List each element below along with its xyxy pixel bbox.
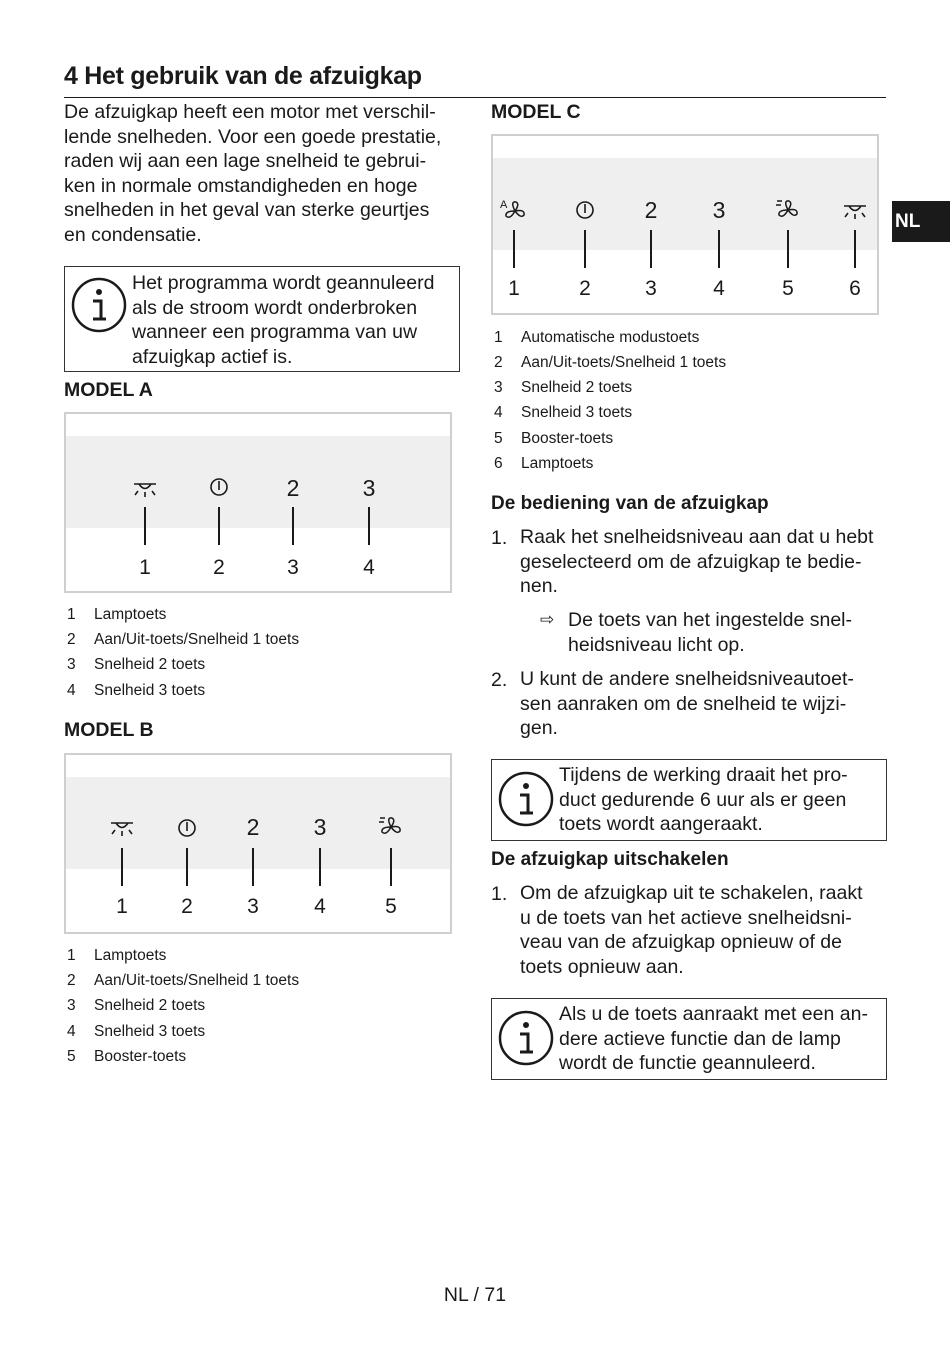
model-c-auto-fan-icon <box>500 197 528 229</box>
model-c-panel <box>491 134 879 315</box>
legend-item: 3 Snelheid 2 toets <box>67 656 206 673</box>
result-line: heidsniveau licht op. <box>568 633 745 656</box>
panel-band <box>66 436 450 528</box>
callout-number: 1 <box>508 277 520 300</box>
step-number: 1. <box>491 527 508 549</box>
callout-line <box>252 848 254 886</box>
callout-line <box>787 230 789 268</box>
model-a-speed3-label: 3 <box>362 475 376 501</box>
info-box-program <box>64 266 460 372</box>
callout-number: 4 <box>314 895 326 918</box>
callout-number: 3 <box>287 556 299 579</box>
step-line: Raak het snelheidsniveau aan dat u hebt <box>520 526 874 548</box>
info-line: toets wordt aangeraakt. <box>559 813 763 836</box>
svg-text:A: A <box>500 199 508 211</box>
callout-number: 2 <box>579 277 591 300</box>
step-line: Om de afzuigkap uit te schakelen, raakt <box>520 882 863 904</box>
model-c-heading: MODEL C <box>491 101 581 123</box>
callout-number: 2 <box>213 556 225 579</box>
step-line: U kunt de andere snelheidsniveautoet- <box>520 668 854 690</box>
legend-item: 6 Lamptoets <box>494 455 594 472</box>
callout-number: 1 <box>139 556 151 579</box>
legend-item: 5 Booster-toets <box>494 430 614 447</box>
legend-item: 2 Aan/Uit-toets/Snelheid 1 toets <box>67 631 300 648</box>
operation-step-1 <box>520 525 873 599</box>
step-line: toets opnieuw aan. <box>520 955 684 978</box>
info-line: Als u de toets aanraakt met een an- <box>559 1003 868 1025</box>
model-c-power-icon <box>574 199 596 227</box>
info-box-operation <box>491 759 887 841</box>
switch-off-step-1 <box>520 881 863 979</box>
title-rule <box>64 97 886 98</box>
info-line: dere actieve functie dan de lamp <box>559 1027 841 1050</box>
callout-number: 5 <box>782 277 794 300</box>
callout-number: 3 <box>247 895 259 918</box>
callout-number: 5 <box>385 895 397 918</box>
model-c-speed3-label: 3 <box>712 197 726 223</box>
legend-item: 2 Aan/Uit-toets/Snelheid 1 toets <box>494 354 727 371</box>
page-footer: NL / 71 <box>443 1284 507 1306</box>
model-b-booster-fan-icon <box>378 815 404 845</box>
model-b-lamp-icon <box>109 817 135 844</box>
model-b-speed2-label: 2 <box>246 814 260 840</box>
info-line: afzuigkap actief is. <box>132 345 293 368</box>
model-c-speed2-label: 2 <box>644 197 658 223</box>
info-box-lamp <box>491 998 887 1080</box>
info-icon <box>497 770 555 828</box>
operation-result <box>568 608 852 657</box>
legend-item: 1 Automatische modustoets <box>494 329 700 346</box>
result-arrow-icon: ⇨ <box>540 610 555 629</box>
section-title: 4 Het gebruik van de afzuigkap <box>64 62 422 90</box>
callout-number: 3 <box>645 277 657 300</box>
panel-band <box>493 158 877 250</box>
callout-line <box>121 848 123 886</box>
callout-line <box>319 848 321 886</box>
model-a-speed2-label: 2 <box>286 475 300 501</box>
callout-line <box>584 230 586 268</box>
language-tab: NL <box>892 201 950 242</box>
legend-item: 4 Snelheid 3 toets <box>67 1023 206 1040</box>
intro-line: De afzuigkap heeft een motor met verschil- <box>64 101 436 123</box>
info-line: wordt de functie geannuleerd. <box>559 1052 816 1075</box>
callout-number: 4 <box>713 277 725 300</box>
legend-item: 4 Snelheid 3 toets <box>494 404 633 421</box>
step-line: veau van de afzuigkap opnieuw of de <box>520 931 842 954</box>
step-number: 2. <box>491 669 508 691</box>
callout-line <box>144 507 146 545</box>
step-line: nen. <box>520 575 558 598</box>
model-b-panel <box>64 753 452 934</box>
operation-step-2 <box>520 667 854 741</box>
model-c-lamp-icon <box>842 200 868 227</box>
callout-line <box>368 507 370 545</box>
model-b-heading: MODEL B <box>64 719 154 741</box>
callout-line <box>718 230 720 268</box>
intro-paragraph <box>64 100 464 248</box>
callout-number: 1 <box>116 895 128 918</box>
info-line: Het programma wordt geannuleerd <box>132 272 435 294</box>
switch-off-heading: De afzuigkap uitschakelen <box>491 849 729 870</box>
intro-line: ken in normale omstandigheden en hoge <box>64 174 418 197</box>
callout-line <box>854 230 856 268</box>
intro-line: en condensatie. <box>64 223 202 246</box>
intro-line: lende snelheden. Voor een goede prestatie, <box>64 125 442 148</box>
model-a-heading: MODEL A <box>64 379 153 401</box>
legend-item: 1 Lamptoets <box>67 947 167 964</box>
callout-line <box>390 848 392 886</box>
callout-line <box>650 230 652 268</box>
result-line: De toets van het ingestelde snel- <box>568 609 853 631</box>
legend-item: 3 Snelheid 2 toets <box>67 997 206 1014</box>
info-line: als de stroom wordt onderbroken <box>132 296 418 319</box>
callout-number: 4 <box>363 556 375 579</box>
info-icon <box>497 1009 555 1067</box>
info-line: wanneer een programma van uw <box>132 321 418 344</box>
model-b-speed3-label: 3 <box>313 814 327 840</box>
info-line: duct gedurende 6 uur als er geen <box>559 788 847 811</box>
legend-item: 4 Snelheid 3 toets <box>67 682 206 699</box>
operation-heading: De bediening van de afzuigkap <box>491 493 769 514</box>
step-line: u de toets van het actieve snelheidsni- <box>520 906 852 929</box>
intro-line: snelheden in het geval van sterke geurtjes <box>64 199 430 222</box>
model-a-power-icon <box>208 476 230 504</box>
callout-line <box>186 848 188 886</box>
step-number: 1. <box>491 883 508 905</box>
legend-item: 2 Aan/Uit-toets/Snelheid 1 toets <box>67 972 300 989</box>
step-line: sen aanraken om de snelheid te wijzi- <box>520 692 847 715</box>
callout-number: 2 <box>181 895 193 918</box>
model-b-power-icon <box>176 817 198 845</box>
legend-item: 5 Booster-toets <box>67 1048 187 1065</box>
info-icon <box>70 276 128 334</box>
step-line: geselecteerd om de afzuigkap te bedie- <box>520 550 862 573</box>
model-a-panel <box>64 412 452 593</box>
callout-line <box>292 507 294 545</box>
callout-line <box>513 230 515 268</box>
callout-line <box>218 507 220 545</box>
step-line: gen. <box>520 717 558 740</box>
legend-item: 1 Lamptoets <box>67 606 167 623</box>
callout-number: 6 <box>849 277 861 300</box>
intro-line: raden wij aan een lage snelheid te gebrui- <box>64 150 427 173</box>
legend-item: 3 Snelheid 2 toets <box>494 379 633 396</box>
model-c-booster-fan-icon <box>775 198 801 228</box>
model-a-lamp-icon <box>132 478 158 505</box>
info-line: Tijdens de werking draait het pro- <box>559 764 848 786</box>
